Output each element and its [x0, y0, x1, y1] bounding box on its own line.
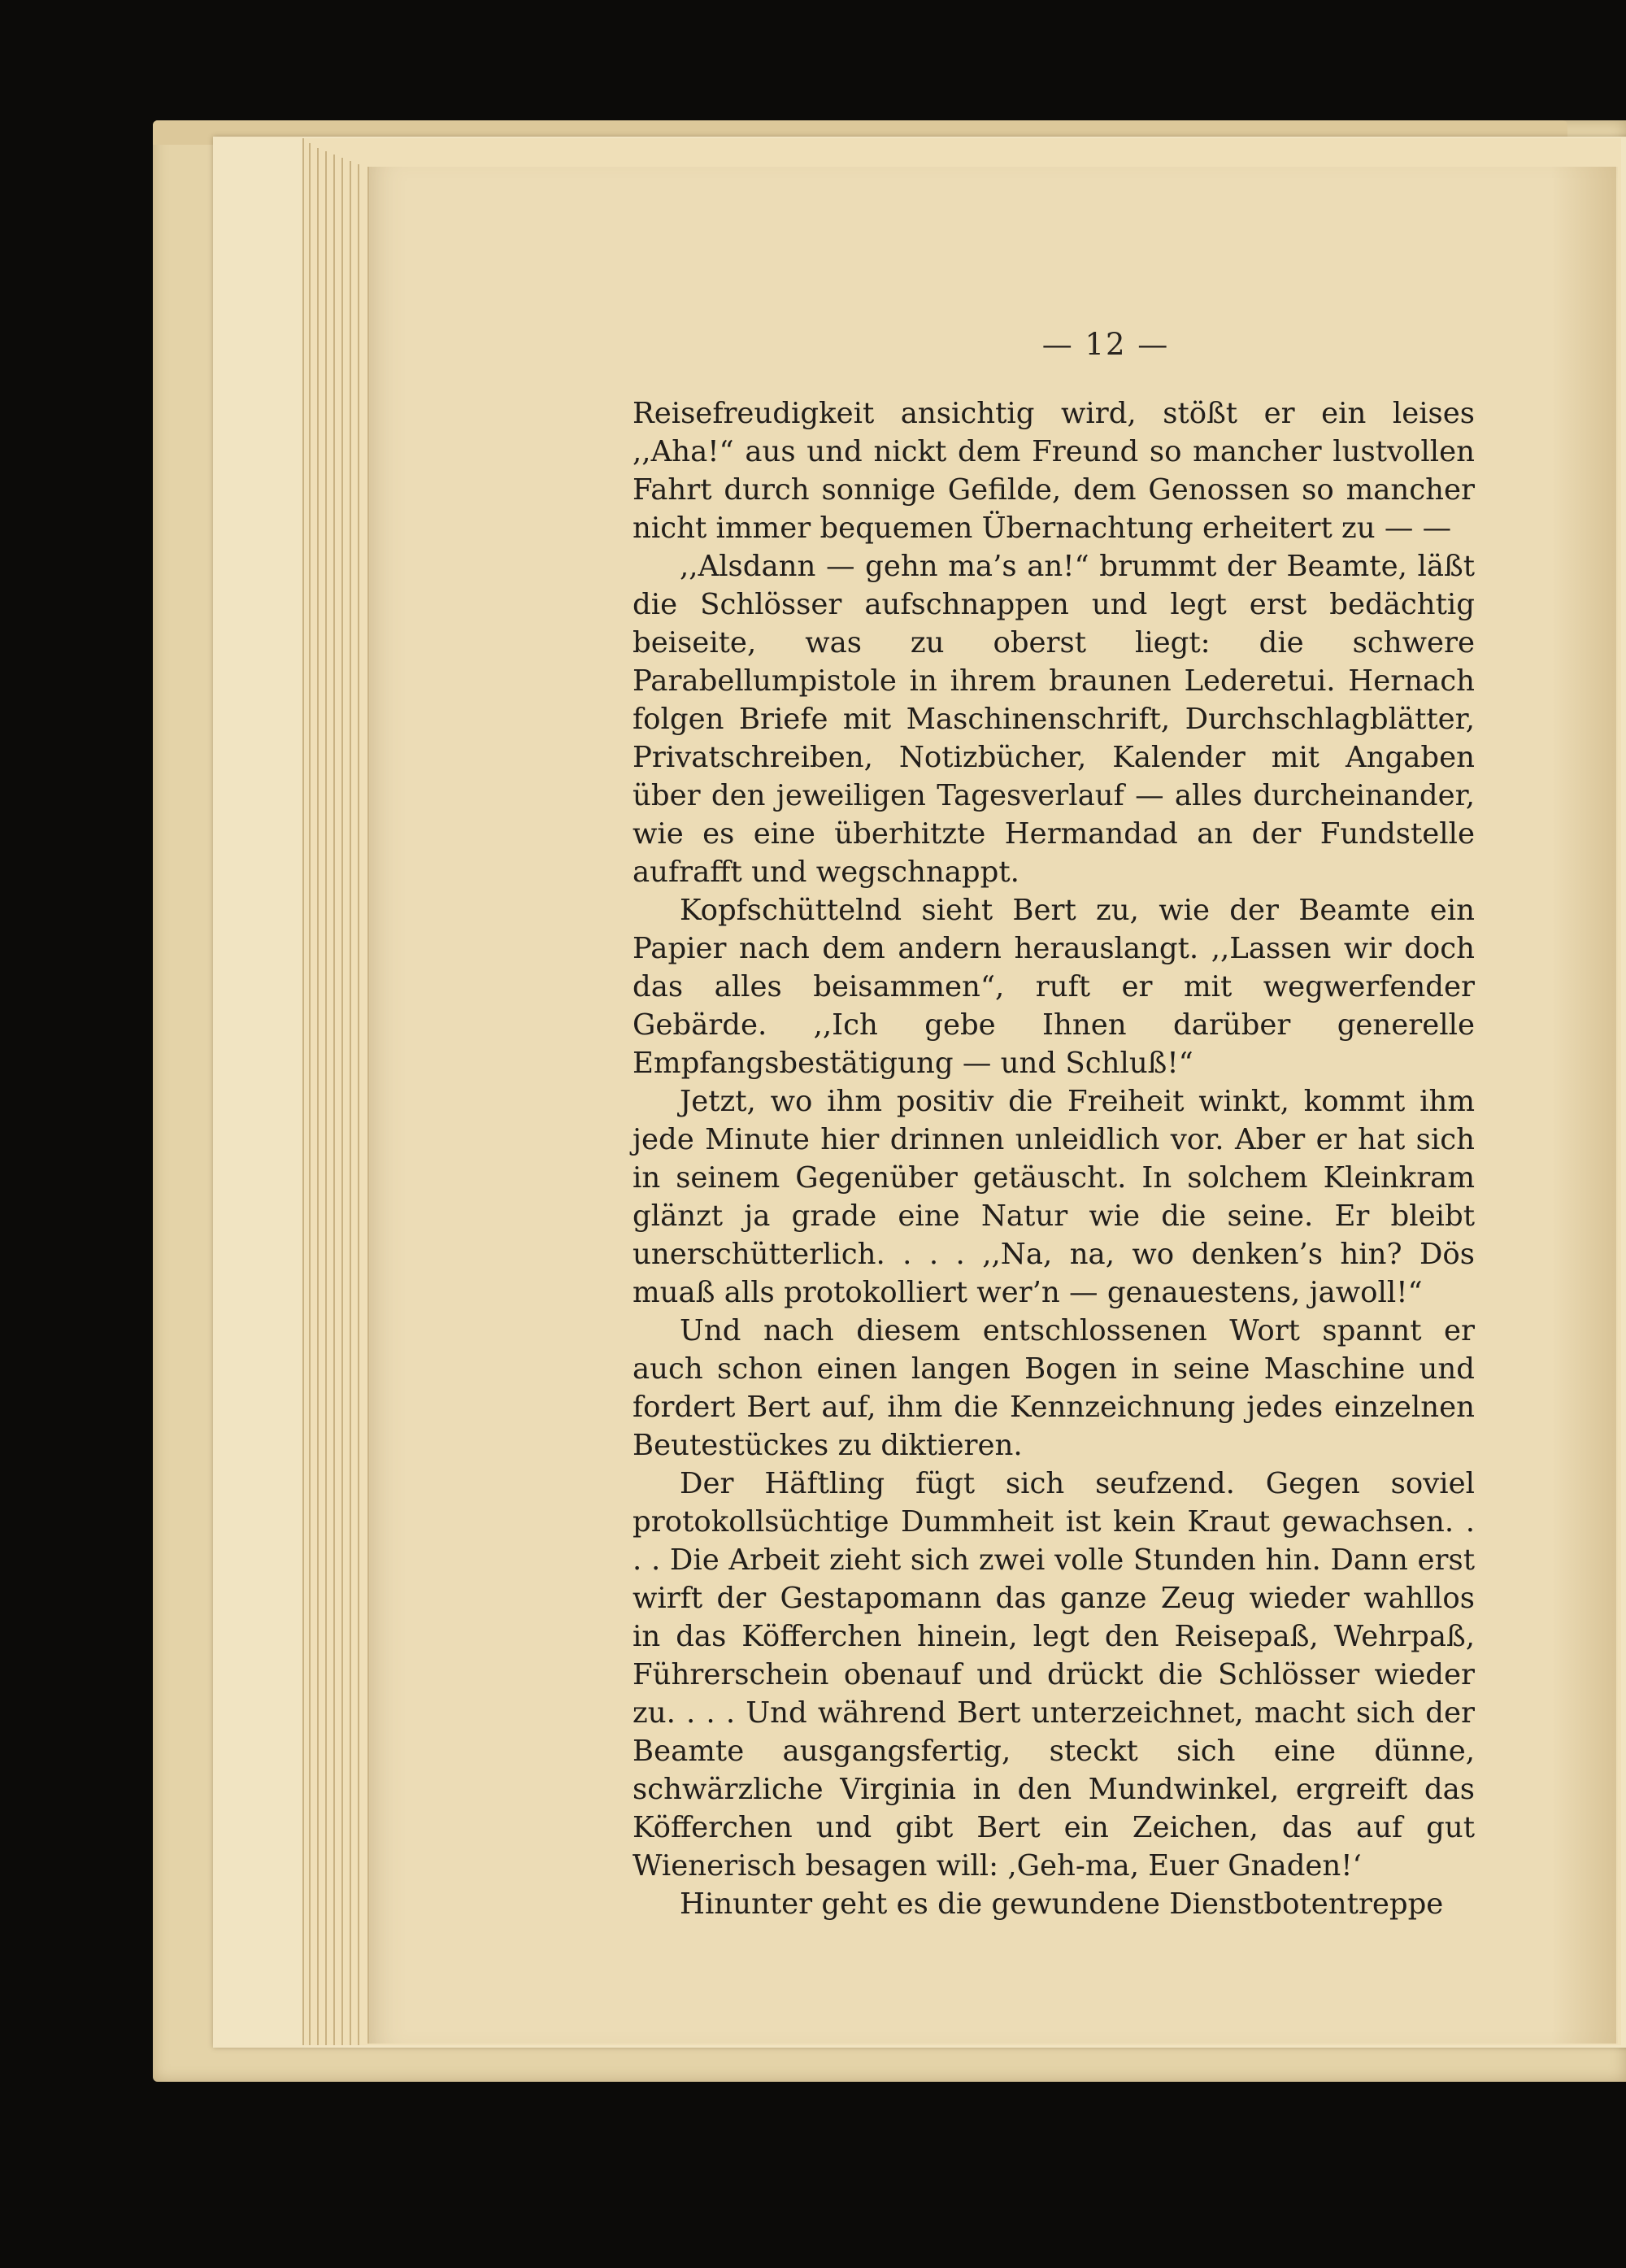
paragraph: ,,Alsdann — gehn ma’s an!“ brummt der Beamte, läßt die Schlösser aufschnappen und legt erst bedächtig beiseite, was zu oberst liegt: die schwere Parabellumpistole in ihrem braunen Lederetui. Hernach folgen Briefe mit Maschinenschrift, Durchschlagblätter, Privatschreiben, Notizbücher, Kalender mit Angaben über den jeweiligen Tagesverlauf — alles durcheinander, wie es eine überhitzte Hermandad an der Fundstelle aufrafft und wegschnappt.: [633, 550, 1475, 889]
paragraph: Und nach diesem entschlossenen Wort spannt er auch schon einen langen Bogen in seine Maschine und fordert Bert auf, ihm die Kennzeichnung jedes einzelnen Beutestückes zu diktieren.: [633, 1314, 1475, 1462]
paragraph: Hinunter geht es die gewundene Dienstbotentreppe: [680, 1887, 1444, 1921]
paragraph: Jetzt, wo ihm positiv die Freiheit winkt, kommt ihm jede Minute hier drinnen unleidlich vor. Aber er hat sich in seinem Gegenüber getäuscht. In solchem Kleinkram glänzt ja grade eine Natur wie die seine. Er bleibt unerschütterlich. . . . ,,Na, na, wo denken’s hin? Dös muaß alls protokolliert wer’n — genauestens, jawoll!“: [633, 1085, 1475, 1309]
paragraph: Der Häftling fügt sich seufzend. Gegen soviel protokollsüchtige Dummheit ist kein Kraut gewachsen. . . . Die Arbeit zieht sich zwei volle Stunden hin. Dann erst wirft der Gestapomann das ganze Zeug wieder wahllos in das Köfferchen hinein, legt den Reisepaß, Wehrpaß, Führerschein obenauf und drückt die Schlösser wieder zu. . . . Und während Bert unterzeichnet, macht sich der Beamte ausgangsfertig, steckt sich eine dünne, schwärzliche Virginia in den Mundwinkel, ergreift das Köfferchen und gibt Bert ein Zeichen, das auf gut Wienerisch besagen will: ,Geh-ma, Euer Gnaden!‘: [633, 1467, 1475, 1883]
paragraph: Kopfschüttelnd sieht Bert zu, wie der Beamte ein Papier nach dem andern herauslangt. ,,Lassen wir doch das alles beisammen“, ruft er mit wegwerfender Gebärde. ,,Ich gebe Ihnen darüber generelle Empfangsbestätigung — und Schluß!“: [633, 894, 1475, 1080]
paragraph: Reisefreudigkeit ansichtig wird, stößt er ein leises ,,Aha!“ aus und nickt dem Freund so mancher lustvollen Fahrt durch sonnige Gefilde, dem Genossen so mancher nicht immer bequemen Übernachtung erheitert zu — —: [633, 397, 1475, 545]
body-text: [633, 394, 1475, 1923]
page-gutter-shadow: [1551, 167, 1616, 2044]
page-number: — 12 —: [1041, 327, 1170, 362]
